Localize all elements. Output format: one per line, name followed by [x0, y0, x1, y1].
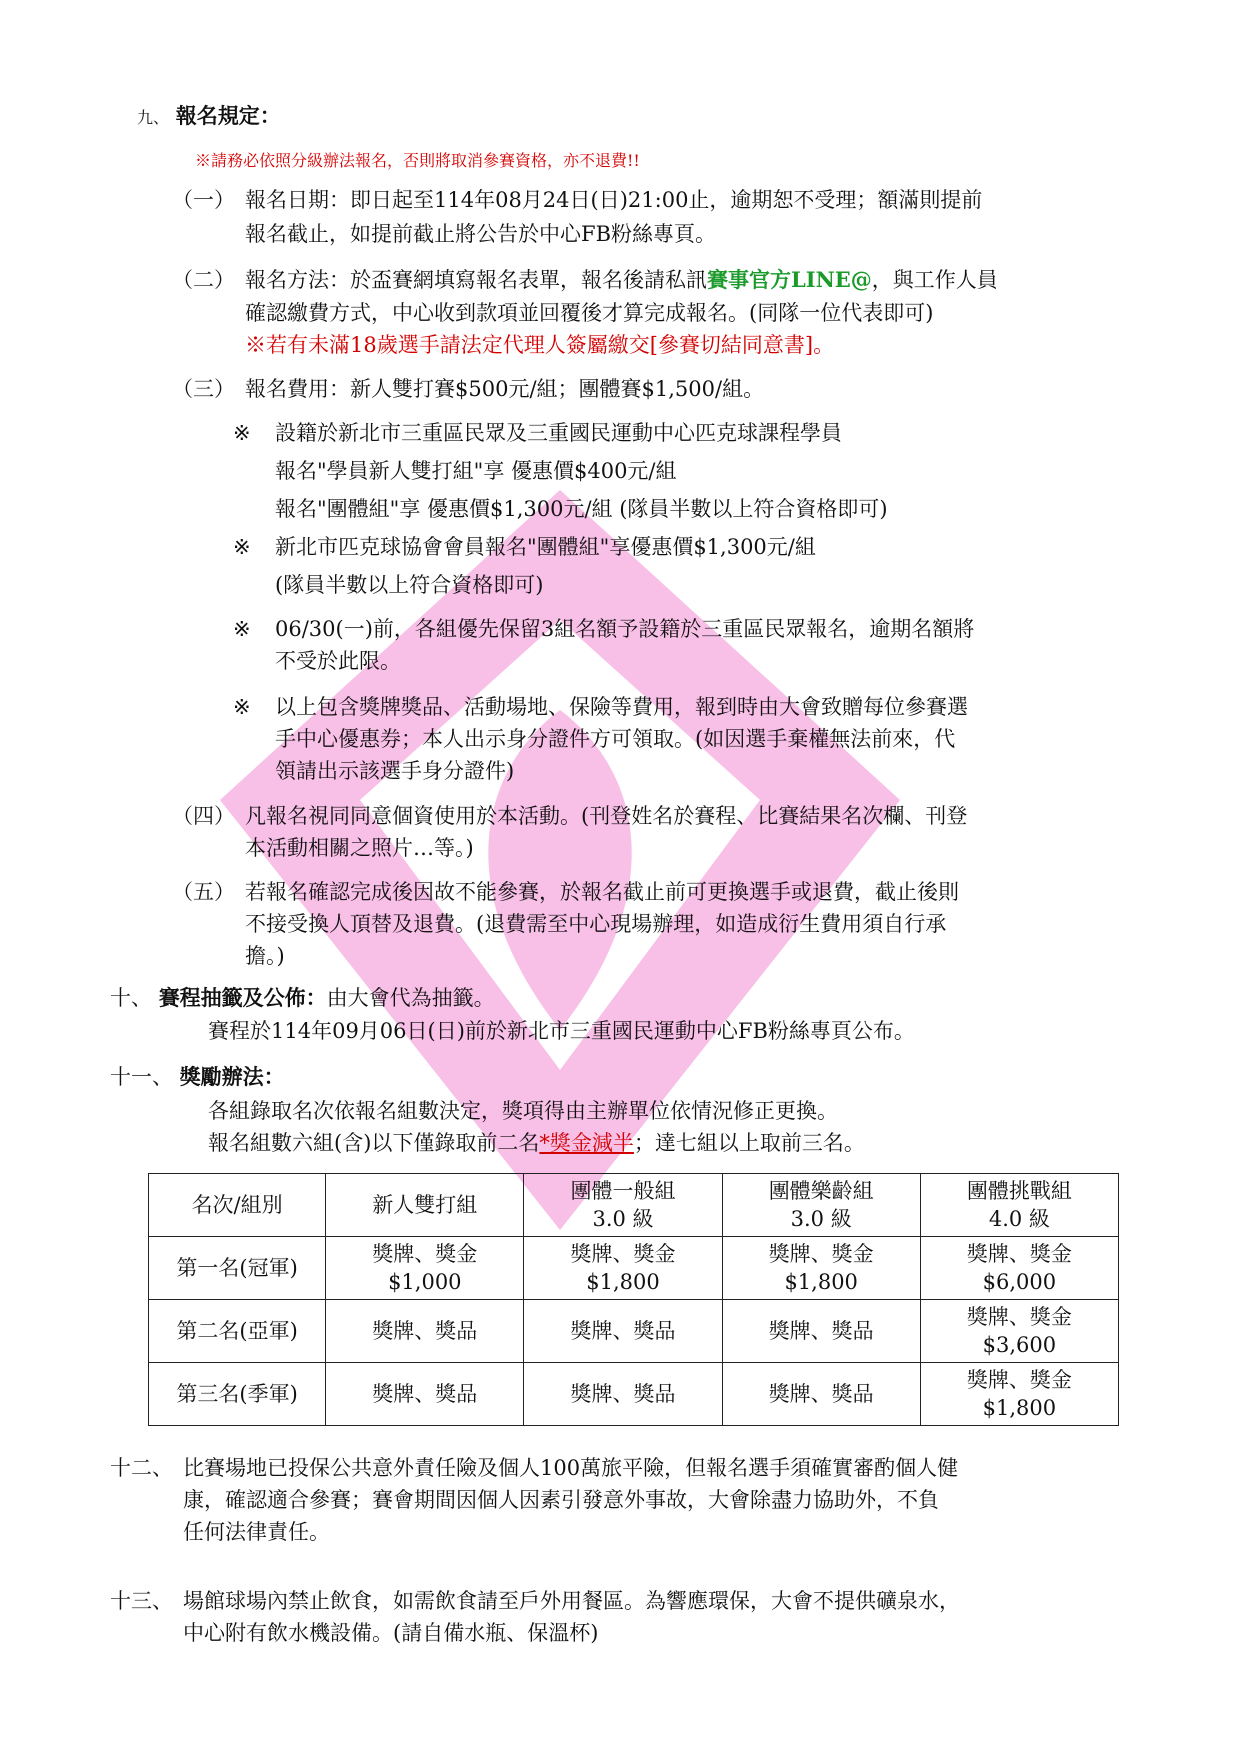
prize-cell: 獎牌、獎品	[722, 1363, 920, 1426]
section-11-line1: 各組錄取名次依報名組數決定，獎項得由主辦單位依情況修正更換。	[208, 1099, 838, 1123]
item-2-label: （二）	[172, 268, 235, 292]
section-11-heading	[110, 1062, 285, 1092]
section-13-line1: 場館球場內禁止飲食，如需飲食請至戶外用餐區。為響應環保，大會不提供礦泉水，	[183, 1589, 960, 1613]
note-4-mark: ※	[233, 695, 251, 719]
rank-cell: 第一名(冠軍)	[149, 1237, 326, 1300]
item-2-line1-a: 報名方法：於盃賽網填寫報名表單，報名後請私訊	[245, 268, 707, 292]
item-1-line1: 報名日期：即日起至114年08月24日(日)21:00止，逾期恕不受理；額滿則提前	[245, 188, 983, 212]
section-11-title: 獎勵辦法：	[179, 1064, 285, 1089]
section-10-text: 由大會代為抽籤。	[326, 986, 495, 1010]
item-5-line3: 擔。)	[245, 944, 285, 968]
section-10-line2: 賽程於114年09月06日(日)前於新北市三重國民運動中心FB粉絲專頁公布。	[208, 1019, 915, 1043]
rank-cell: 第二名(亞軍)	[149, 1300, 326, 1363]
note-1-line1: 設籍於新北市三重區民眾及三重國民運動中心匹克球課程學員	[275, 421, 842, 445]
section-9-title: 報名規定：	[175, 103, 281, 128]
note-1-mark: ※	[233, 421, 251, 445]
prize-cell: 獎牌、獎金 $1,800	[920, 1363, 1118, 1426]
item-5-line1: 若報名確認完成後因故不能參賽，於報名截止前可更換選手或退費，截止後則	[245, 880, 959, 904]
item-2-line2: 確認繳費方式，中心收到款項並回覆後才算完成報名。(同隊一位代表即可)	[245, 301, 934, 325]
header-team-senior: 團體樂齡組 3.0 級	[722, 1174, 920, 1237]
registration-warning: ※請務必依照分級辦法報名，否則將取消參賽資格，亦不退費!!	[195, 151, 640, 170]
item-2-line1-c: ，與工作人員	[871, 268, 998, 292]
section-12-line2: 康，確認適合參賽；賽會期間因個人因素引發意外事故，大會除盡力協助外，不負	[183, 1488, 939, 1512]
header-team-challenge: 團體挑戰組 4.0 級	[920, 1174, 1118, 1237]
item-5-line2: 不接受換人頂替及退費。(退費需至中心現場辦理，如造成衍生費用須自行承	[245, 912, 947, 936]
table-row	[149, 1237, 1119, 1300]
header-team-general: 團體一般組 3.0 級	[524, 1174, 722, 1237]
prize-cell: 獎牌、獎品	[722, 1300, 920, 1363]
prize-cell: 獎牌、獎品	[326, 1363, 524, 1426]
item-3-line1: 報名費用：新人雙打賽$500元/組；團體賽$1,500/組。	[245, 377, 765, 401]
note-4-line1: 以上包含獎牌獎品、活動場地、保險等費用，報到時由大會致贈每位參賽選	[275, 695, 968, 719]
section-11-line2-c: ；達七組以上取前三名。	[633, 1131, 865, 1155]
section-13-line2: 中心附有飲水機設備。(請自備水瓶、保溫杯)	[183, 1621, 599, 1645]
prize-cell: 獎牌、獎金 $1,800	[722, 1237, 920, 1300]
section-11-line2	[208, 1128, 865, 1158]
section-12-line3: 任何法律責任。	[183, 1520, 330, 1544]
note-1-line3: 報名"團體組"享 優惠價$1,300元/組 (隊員半數以上符合資格即可)	[275, 497, 888, 521]
section-10-number: 十、	[110, 986, 152, 1010]
note-2-line1: 新北市匹克球協會會員報名"團體組"享優惠價$1,300元/組	[275, 535, 816, 559]
note-4-line2: 手中心優惠券；本人出示身分證件方可領取。(如因選手棄權無法前來，代	[275, 727, 956, 751]
official-line-account: 賽事官方LINE@	[707, 267, 872, 292]
section-10-heading	[110, 983, 495, 1013]
rank-cell: 第三名(季軍)	[149, 1363, 326, 1426]
table-header-row	[149, 1174, 1119, 1237]
note-2-mark: ※	[233, 535, 251, 559]
prize-cell: 獎牌、獎品	[524, 1300, 722, 1363]
item-3-label: （三）	[172, 377, 235, 401]
item-1-label: （一）	[172, 188, 235, 212]
prize-cell: 獎牌、獎品	[326, 1300, 524, 1363]
section-9-heading	[137, 101, 281, 133]
item-4-label: （四）	[172, 804, 235, 828]
table-row	[149, 1300, 1119, 1363]
section-12-line1: 比賽場地已投保公共意外責任險及個人100萬旅平險，但報名選手須確實審酌個人健	[183, 1456, 959, 1480]
section-11-number: 十一、	[110, 1065, 173, 1089]
item-1-line2: 報名截止，如提前截止將公告於中心FB粉絲專頁。	[245, 222, 717, 246]
table-row	[149, 1363, 1119, 1426]
prize-cell: 獎牌、獎金 $6,000	[920, 1237, 1118, 1300]
item-4-line1: 凡報名視同同意個資使用於本活動。(刊登姓名於賽程、比賽結果名次欄、刊登	[245, 804, 968, 828]
prize-halved-note: *獎金減半	[539, 1131, 634, 1155]
section-9-number: 九、	[137, 108, 170, 127]
header-rank: 名次/組別	[149, 1174, 326, 1237]
section-13-number: 十三、	[110, 1589, 173, 1613]
note-1-line2: 報名"學員新人雙打組"享 優惠價$400元/組	[275, 459, 677, 483]
item-2-minor-note: ※若有未滿18歲選手請法定代理人簽屬繳交[參賽切結同意書]。	[245, 333, 835, 357]
item-5-label: （五）	[172, 880, 235, 904]
item-2-line1	[245, 265, 998, 295]
prize-cell: 獎牌、獎品	[524, 1363, 722, 1426]
note-3-mark: ※	[233, 617, 251, 641]
note-4-line3: 領請出示該選手身分證件)	[275, 759, 515, 783]
section-12-number: 十二、	[110, 1456, 173, 1480]
item-4-line2: 本活動相關之照片…等。)	[245, 836, 474, 860]
prize-cell: 獎牌、獎金 $1,800	[524, 1237, 722, 1300]
header-newcomer-doubles: 新人雙打組	[326, 1174, 524, 1237]
prize-cell: 獎牌、獎金 $3,600	[920, 1300, 1118, 1363]
note-3-line2: 不受於此限。	[275, 649, 401, 673]
section-10-title: 賽程抽籤及公佈：	[158, 985, 327, 1010]
section-11-line2-a: 報名組數六組(含)以下僅錄取前二名	[208, 1131, 540, 1155]
note-3-line1: 06/30(一)前，各組優先保留3組名額予設籍於三重區民眾報名，逾期名額將	[275, 617, 975, 641]
prize-cell: 獎牌、獎金 $1,000	[326, 1237, 524, 1300]
awards-table	[148, 1173, 1119, 1426]
note-2-line2: (隊員半數以上符合資格即可)	[275, 573, 544, 597]
